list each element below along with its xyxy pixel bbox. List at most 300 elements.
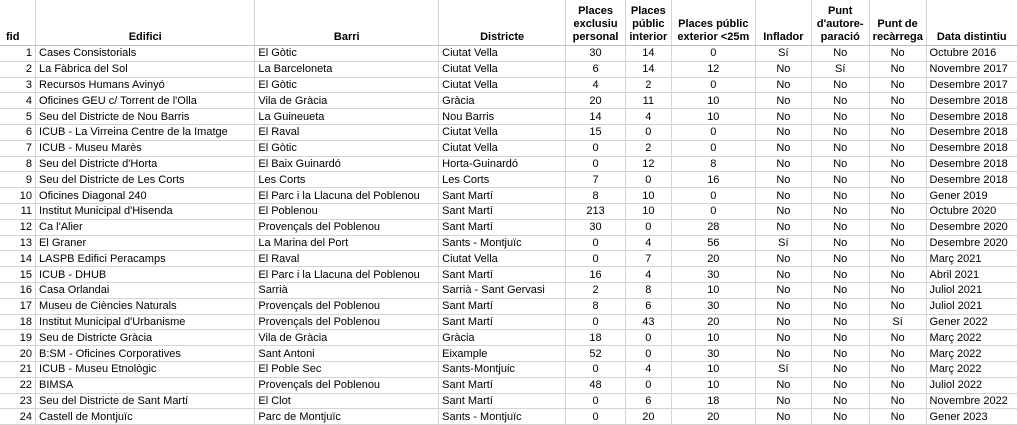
- cell-places-public-exterior: 0: [671, 77, 755, 93]
- cell-barri: Provençals del Poblenou: [255, 219, 439, 235]
- cell-barri: El Parc i la Llacuna del Poblenou: [255, 188, 439, 204]
- cell-punt-autoreparacio: No: [811, 109, 869, 125]
- cell-districte: Ciutat Vella: [439, 61, 566, 77]
- header-line: recàrrega: [872, 31, 923, 43]
- cell-places-public-interior: 12: [625, 156, 671, 172]
- cell-inflador: Sí: [755, 235, 811, 251]
- cell-districte: Eixample: [439, 346, 566, 362]
- cell-places-exclusiu-personal: 0: [566, 251, 626, 267]
- cell-places-public-exterior: 10: [671, 377, 755, 393]
- cell-punt-autoreparacio: No: [811, 361, 869, 377]
- header-districte: Districte: [439, 0, 566, 46]
- cell-data-distintiu: Octubre 2016: [926, 46, 1017, 62]
- cell-districte: Horta-Guinardó: [439, 156, 566, 172]
- cell-punt-autoreparacio: No: [811, 377, 869, 393]
- cell-fid: 24: [0, 409, 36, 425]
- cell-districte: Ciutat Vella: [439, 251, 566, 267]
- table-row: [0, 156, 1018, 172]
- header-punt-autoreparacio: [811, 0, 869, 46]
- cell-places-public-exterior: 10: [671, 282, 755, 298]
- cell-places-public-interior: 0: [625, 219, 671, 235]
- cell-barri: El Raval: [255, 124, 439, 140]
- cell-punt-recarrega: No: [869, 156, 926, 172]
- table-row: [0, 140, 1018, 156]
- cell-places-exclusiu-personal: 8: [566, 188, 626, 204]
- cell-edifici: Seu del Districte d'Horta: [36, 156, 255, 172]
- table-row: [0, 267, 1018, 283]
- cell-punt-recarrega: No: [869, 109, 926, 125]
- cell-inflador: Sí: [755, 361, 811, 377]
- table-row: [0, 282, 1018, 298]
- cell-districte: Sants - Montjuïc: [439, 235, 566, 251]
- cell-places-exclusiu-personal: 30: [566, 219, 626, 235]
- cell-inflador: No: [755, 282, 811, 298]
- cell-places-exclusiu-personal: 0: [566, 314, 626, 330]
- cell-inflador: No: [755, 188, 811, 204]
- table-row: [0, 172, 1018, 188]
- cell-punt-autoreparacio: No: [811, 172, 869, 188]
- cell-barri: Sarrià: [255, 282, 439, 298]
- header-fid: fid: [0, 0, 36, 46]
- table-row: [0, 77, 1018, 93]
- cell-barri: Vila de Gràcia: [255, 330, 439, 346]
- cell-places-exclusiu-personal: 213: [566, 203, 626, 219]
- cell-data-distintiu: Octubre 2020: [926, 203, 1017, 219]
- cell-data-distintiu: Desembre 2018: [926, 124, 1017, 140]
- cell-edifici: Cases Consistorials: [36, 46, 255, 62]
- cell-punt-recarrega: No: [869, 409, 926, 425]
- cell-punt-autoreparacio: No: [811, 251, 869, 267]
- cell-data-distintiu: Gener 2019: [926, 188, 1017, 204]
- cell-districte: Sant Martí: [439, 219, 566, 235]
- header-line: personal: [572, 31, 619, 43]
- cell-inflador: No: [755, 124, 811, 140]
- cell-places-public-interior: 20: [625, 409, 671, 425]
- cell-punt-autoreparacio: No: [811, 188, 869, 204]
- cell-places-public-exterior: 30: [671, 267, 755, 283]
- table-row: [0, 93, 1018, 109]
- cell-data-distintiu: Desembre 2018: [926, 172, 1017, 188]
- cell-places-public-interior: 4: [625, 109, 671, 125]
- cell-barri: El Gòtic: [255, 77, 439, 93]
- table-row: [0, 188, 1018, 204]
- cell-places-exclusiu-personal: 0: [566, 140, 626, 156]
- cell-edifici: ICUB - Museu Marès: [36, 140, 255, 156]
- cell-inflador: No: [755, 93, 811, 109]
- cell-data-distintiu: Novembre 2017: [926, 61, 1017, 77]
- cell-punt-recarrega: No: [869, 77, 926, 93]
- cell-punt-autoreparacio: No: [811, 93, 869, 109]
- cell-places-public-exterior: 20: [671, 409, 755, 425]
- cell-punt-autoreparacio: No: [811, 314, 869, 330]
- cell-edifici: La Fàbrica del Sol: [36, 61, 255, 77]
- cell-places-public-exterior: 30: [671, 298, 755, 314]
- cell-places-public-exterior: 10: [671, 109, 755, 125]
- cell-districte: Sant Martí: [439, 377, 566, 393]
- cell-places-exclusiu-personal: 48: [566, 377, 626, 393]
- cell-barri: La Barceloneta: [255, 61, 439, 77]
- header-data-distintiu: Data distintiu: [926, 0, 1017, 46]
- header-line: públic: [632, 18, 665, 30]
- cell-fid: 3: [0, 77, 36, 93]
- cell-districte: Ciutat Vella: [439, 77, 566, 93]
- cell-fid: 15: [0, 267, 36, 283]
- cell-fid: 5: [0, 109, 36, 125]
- cell-places-public-interior: 0: [625, 330, 671, 346]
- cell-data-distintiu: Desembre 2020: [926, 235, 1017, 251]
- cell-districte: Sant Martí: [439, 188, 566, 204]
- cell-edifici: Casa Orlandai: [36, 282, 255, 298]
- table-row: [0, 61, 1018, 77]
- cell-places-public-interior: 0: [625, 172, 671, 188]
- cell-data-distintiu: Juliol 2022: [926, 377, 1017, 393]
- cell-places-exclusiu-personal: 8: [566, 298, 626, 314]
- cell-fid: 16: [0, 282, 36, 298]
- cell-fid: 8: [0, 156, 36, 172]
- cell-inflador: No: [755, 409, 811, 425]
- cell-inflador: No: [755, 219, 811, 235]
- cell-punt-autoreparacio: No: [811, 330, 869, 346]
- table-row: [0, 314, 1018, 330]
- cell-places-exclusiu-personal: 7: [566, 172, 626, 188]
- cell-barri: El Poblenou: [255, 203, 439, 219]
- cell-data-distintiu: Desembre 2020: [926, 219, 1017, 235]
- cell-edifici: ICUB - Museu Etnològic: [36, 361, 255, 377]
- cell-edifici: Museu de Ciències Naturals: [36, 298, 255, 314]
- cell-districte: Gràcia: [439, 93, 566, 109]
- cell-barri: Provençals del Poblenou: [255, 298, 439, 314]
- table-row: [0, 46, 1018, 62]
- cell-punt-recarrega: No: [869, 140, 926, 156]
- cell-places-public-exterior: 0: [671, 124, 755, 140]
- cell-punt-autoreparacio: No: [811, 298, 869, 314]
- cell-barri: El Clot: [255, 393, 439, 409]
- cell-inflador: No: [755, 109, 811, 125]
- cell-edifici: Institut Municipal d'Urbanisme: [36, 314, 255, 330]
- table-row: [0, 219, 1018, 235]
- cell-places-public-interior: 10: [625, 188, 671, 204]
- cell-fid: 21: [0, 361, 36, 377]
- cell-data-distintiu: Març 2022: [926, 361, 1017, 377]
- cell-punt-recarrega: No: [869, 393, 926, 409]
- cell-places-public-exterior: 8: [671, 156, 755, 172]
- cell-punt-recarrega: No: [869, 46, 926, 62]
- cell-punt-recarrega: No: [869, 219, 926, 235]
- cell-places-exclusiu-personal: 0: [566, 393, 626, 409]
- cell-places-public-interior: 2: [625, 140, 671, 156]
- cell-punt-recarrega: No: [869, 172, 926, 188]
- cell-places-exclusiu-personal: 18: [566, 330, 626, 346]
- cell-places-exclusiu-personal: 52: [566, 346, 626, 362]
- header-edifici: Edifici: [36, 0, 255, 46]
- cell-inflador: No: [755, 140, 811, 156]
- cell-districte: Ciutat Vella: [439, 140, 566, 156]
- table-row: [0, 298, 1018, 314]
- cell-punt-recarrega: No: [869, 330, 926, 346]
- header-line: d'autore-: [816, 18, 864, 30]
- cell-punt-recarrega: No: [869, 61, 926, 77]
- cell-places-public-interior: 11: [625, 93, 671, 109]
- cell-barri: Sant Antoni: [255, 346, 439, 362]
- cell-barri: Les Corts: [255, 172, 439, 188]
- cell-edifici: Seu del Districte de Les Corts: [36, 172, 255, 188]
- cell-places-public-interior: 14: [625, 46, 671, 62]
- cell-districte: Nou Barris: [439, 109, 566, 125]
- cell-edifici: Castell de Montjuïc: [36, 409, 255, 425]
- cell-barri: Provençals del Poblenou: [255, 314, 439, 330]
- cell-places-public-interior: 6: [625, 298, 671, 314]
- cell-punt-autoreparacio: No: [811, 393, 869, 409]
- cell-districte: Sants-Montjuic: [439, 361, 566, 377]
- cell-fid: 6: [0, 124, 36, 140]
- cell-data-distintiu: Desembre 2018: [926, 109, 1017, 125]
- cell-edifici: Recursos Humans Avinyó: [36, 77, 255, 93]
- cell-places-public-exterior: 10: [671, 93, 755, 109]
- cell-places-exclusiu-personal: 14: [566, 109, 626, 125]
- cell-inflador: No: [755, 314, 811, 330]
- cell-punt-autoreparacio: No: [811, 203, 869, 219]
- cell-edifici: ICUB - DHUB: [36, 267, 255, 283]
- header-line: Punt de: [877, 18, 918, 30]
- cell-punt-autoreparacio: No: [811, 267, 869, 283]
- cell-places-exclusiu-personal: 6: [566, 61, 626, 77]
- cell-districte: Sarrià - Sant Gervasi: [439, 282, 566, 298]
- cell-data-distintiu: Juliol 2021: [926, 298, 1017, 314]
- cell-edifici: Institut Municipal d'Hisenda: [36, 203, 255, 219]
- cell-edifici: LASPB Edifici Peracamps: [36, 251, 255, 267]
- cell-data-distintiu: Desembre 2017: [926, 77, 1017, 93]
- cell-punt-autoreparacio: No: [811, 235, 869, 251]
- cell-places-exclusiu-personal: 30: [566, 46, 626, 62]
- header-line: exclusiu: [573, 18, 618, 30]
- cell-punt-recarrega: No: [869, 235, 926, 251]
- cell-places-public-exterior: 56: [671, 235, 755, 251]
- cell-places-public-interior: 4: [625, 267, 671, 283]
- cell-data-distintiu: Gener 2022: [926, 314, 1017, 330]
- cell-places-public-exterior: 10: [671, 361, 755, 377]
- cell-places-public-interior: 43: [625, 314, 671, 330]
- header-line: Punt: [828, 5, 853, 17]
- cell-fid: 9: [0, 172, 36, 188]
- cell-barri: Vila de Gràcia: [255, 93, 439, 109]
- cell-places-public-exterior: 0: [671, 46, 755, 62]
- header-inflador: Inflador: [755, 0, 811, 46]
- header-barri: Barri: [255, 0, 439, 46]
- table-row: [0, 377, 1018, 393]
- cell-punt-autoreparacio: No: [811, 219, 869, 235]
- cell-places-public-interior: 6: [625, 393, 671, 409]
- header-line: interior: [629, 31, 668, 43]
- cell-districte: Sant Martí: [439, 314, 566, 330]
- cell-inflador: No: [755, 377, 811, 393]
- table-row: [0, 203, 1018, 219]
- cell-data-distintiu: Novembre 2022: [926, 393, 1017, 409]
- cell-barri: Parc de Montjuïc: [255, 409, 439, 425]
- cell-punt-recarrega: No: [869, 188, 926, 204]
- cell-punt-autoreparacio: No: [811, 46, 869, 62]
- cell-punt-recarrega: No: [869, 298, 926, 314]
- cell-districte: Sant Martí: [439, 267, 566, 283]
- cell-places-public-interior: 8: [625, 282, 671, 298]
- cell-places-public-exterior: 20: [671, 251, 755, 267]
- cell-places-public-exterior: 10: [671, 330, 755, 346]
- cell-punt-autoreparacio: No: [811, 346, 869, 362]
- cell-fid: 2: [0, 61, 36, 77]
- cell-districte: Sant Martí: [439, 298, 566, 314]
- header-places-public-exterior: Places públic exterior <25m: [671, 0, 755, 46]
- cell-barri: El Gòtic: [255, 46, 439, 62]
- cell-districte: Ciutat Vella: [439, 46, 566, 62]
- cell-punt-autoreparacio: Sí: [811, 61, 869, 77]
- cell-districte: Gràcia: [439, 330, 566, 346]
- cell-places-public-interior: 0: [625, 346, 671, 362]
- cell-places-exclusiu-personal: 0: [566, 361, 626, 377]
- cell-places-public-interior: 0: [625, 124, 671, 140]
- cell-data-distintiu: Març 2022: [926, 346, 1017, 362]
- cell-data-distintiu: Abril 2021: [926, 267, 1017, 283]
- cell-places-exclusiu-personal: 2: [566, 282, 626, 298]
- header-row: [0, 0, 1018, 46]
- cell-punt-autoreparacio: No: [811, 124, 869, 140]
- cell-inflador: No: [755, 61, 811, 77]
- header-punt-recarrega: [869, 0, 926, 46]
- cell-edifici: Oficines GEU c/ Torrent de l'Olla: [36, 93, 255, 109]
- cell-places-public-interior: 2: [625, 77, 671, 93]
- cell-places-public-exterior: 12: [671, 61, 755, 77]
- cell-edifici: B:SM - Oficines Corporatives: [36, 346, 255, 362]
- cell-edifici: Oficines Diagonal 240: [36, 188, 255, 204]
- cell-barri: El Baix Guinardó: [255, 156, 439, 172]
- cell-barri: El Parc i la Llacuna del Poblenou: [255, 267, 439, 283]
- table-row: [0, 109, 1018, 125]
- cell-places-exclusiu-personal: 4: [566, 77, 626, 93]
- cell-districte: Sants - Montjuïc: [439, 409, 566, 425]
- cell-inflador: No: [755, 251, 811, 267]
- cell-punt-recarrega: No: [869, 251, 926, 267]
- cell-places-exclusiu-personal: 0: [566, 156, 626, 172]
- cell-places-exclusiu-personal: 15: [566, 124, 626, 140]
- cell-fid: 11: [0, 203, 36, 219]
- cell-inflador: No: [755, 267, 811, 283]
- cell-data-distintiu: Desembre 2018: [926, 156, 1017, 172]
- cell-places-public-exterior: 28: [671, 219, 755, 235]
- cell-punt-recarrega: Sí: [869, 314, 926, 330]
- cell-edifici: BIMSA: [36, 377, 255, 393]
- cell-places-public-interior: 10: [625, 203, 671, 219]
- cell-inflador: No: [755, 156, 811, 172]
- cell-fid: 18: [0, 314, 36, 330]
- cell-punt-recarrega: No: [869, 282, 926, 298]
- table-row: [0, 235, 1018, 251]
- cell-fid: 14: [0, 251, 36, 267]
- table-row: [0, 361, 1018, 377]
- header-line: Places: [630, 5, 666, 17]
- header-places-public-interior: [625, 0, 671, 46]
- table-row: [0, 346, 1018, 362]
- table-row: [0, 124, 1018, 140]
- header-line: paració: [820, 31, 860, 43]
- cell-fid: 4: [0, 93, 36, 109]
- cell-places-public-exterior: 0: [671, 203, 755, 219]
- cell-edifici: Ca l'Alier: [36, 219, 255, 235]
- cell-inflador: No: [755, 330, 811, 346]
- cell-places-exclusiu-personal: 0: [566, 409, 626, 425]
- cell-data-distintiu: Juliol 2021: [926, 282, 1017, 298]
- cell-data-distintiu: Març 2022: [926, 330, 1017, 346]
- cell-punt-autoreparacio: No: [811, 282, 869, 298]
- cell-places-exclusiu-personal: 0: [566, 235, 626, 251]
- cell-inflador: No: [755, 77, 811, 93]
- cell-places-public-exterior: 0: [671, 188, 755, 204]
- cell-districte: Les Corts: [439, 172, 566, 188]
- cell-inflador: No: [755, 346, 811, 362]
- cell-inflador: No: [755, 172, 811, 188]
- cell-fid: 7: [0, 140, 36, 156]
- cell-fid: 19: [0, 330, 36, 346]
- cell-punt-recarrega: No: [869, 377, 926, 393]
- cell-edifici: Seu del Districte de Sant Martí: [36, 393, 255, 409]
- cell-punt-recarrega: No: [869, 124, 926, 140]
- cell-barri: El Poble Sec: [255, 361, 439, 377]
- table-body: [0, 46, 1018, 425]
- cell-fid: 10: [0, 188, 36, 204]
- cell-punt-autoreparacio: No: [811, 77, 869, 93]
- cell-barri: Provençals del Poblenou: [255, 377, 439, 393]
- cell-inflador: No: [755, 298, 811, 314]
- cell-inflador: No: [755, 203, 811, 219]
- table-row: [0, 409, 1018, 425]
- cell-places-exclusiu-personal: 20: [566, 93, 626, 109]
- cell-fid: 12: [0, 219, 36, 235]
- cell-places-public-interior: 14: [625, 61, 671, 77]
- cell-places-public-interior: 0: [625, 377, 671, 393]
- cell-places-public-interior: 7: [625, 251, 671, 267]
- cell-punt-autoreparacio: No: [811, 409, 869, 425]
- cell-punt-recarrega: No: [869, 361, 926, 377]
- cell-data-distintiu: Gener 2023: [926, 409, 1017, 425]
- cell-fid: 23: [0, 393, 36, 409]
- cell-places-exclusiu-personal: 16: [566, 267, 626, 283]
- cell-fid: 20: [0, 346, 36, 362]
- cell-fid: 22: [0, 377, 36, 393]
- cell-data-distintiu: Desembre 2018: [926, 93, 1017, 109]
- cell-places-public-exterior: 20: [671, 314, 755, 330]
- cell-punt-recarrega: No: [869, 346, 926, 362]
- cell-punt-autoreparacio: No: [811, 156, 869, 172]
- cell-edifici: Seu de Districte Gràcia: [36, 330, 255, 346]
- table-row: [0, 393, 1018, 409]
- cell-punt-recarrega: No: [869, 93, 926, 109]
- cell-places-public-exterior: 16: [671, 172, 755, 188]
- cell-districte: Sant Martí: [439, 203, 566, 219]
- header-places-exclusiu-personal: [566, 0, 626, 46]
- cell-data-distintiu: Març 2021: [926, 251, 1017, 267]
- table-row: [0, 330, 1018, 346]
- cell-inflador: Sí: [755, 46, 811, 62]
- header-line: Places: [578, 5, 613, 17]
- cell-barri: El Raval: [255, 251, 439, 267]
- cell-punt-recarrega: No: [869, 203, 926, 219]
- cell-punt-autoreparacio: No: [811, 140, 869, 156]
- cell-places-public-exterior: 18: [671, 393, 755, 409]
- cell-places-public-interior: 4: [625, 235, 671, 251]
- cell-barri: La Marina del Port: [255, 235, 439, 251]
- cell-edifici: Seu del Districte de Nou Barris: [36, 109, 255, 125]
- cell-edifici: El Graner: [36, 235, 255, 251]
- cell-places-public-exterior: 30: [671, 346, 755, 362]
- cell-fid: 17: [0, 298, 36, 314]
- cell-data-distintiu: Desembre 2018: [926, 140, 1017, 156]
